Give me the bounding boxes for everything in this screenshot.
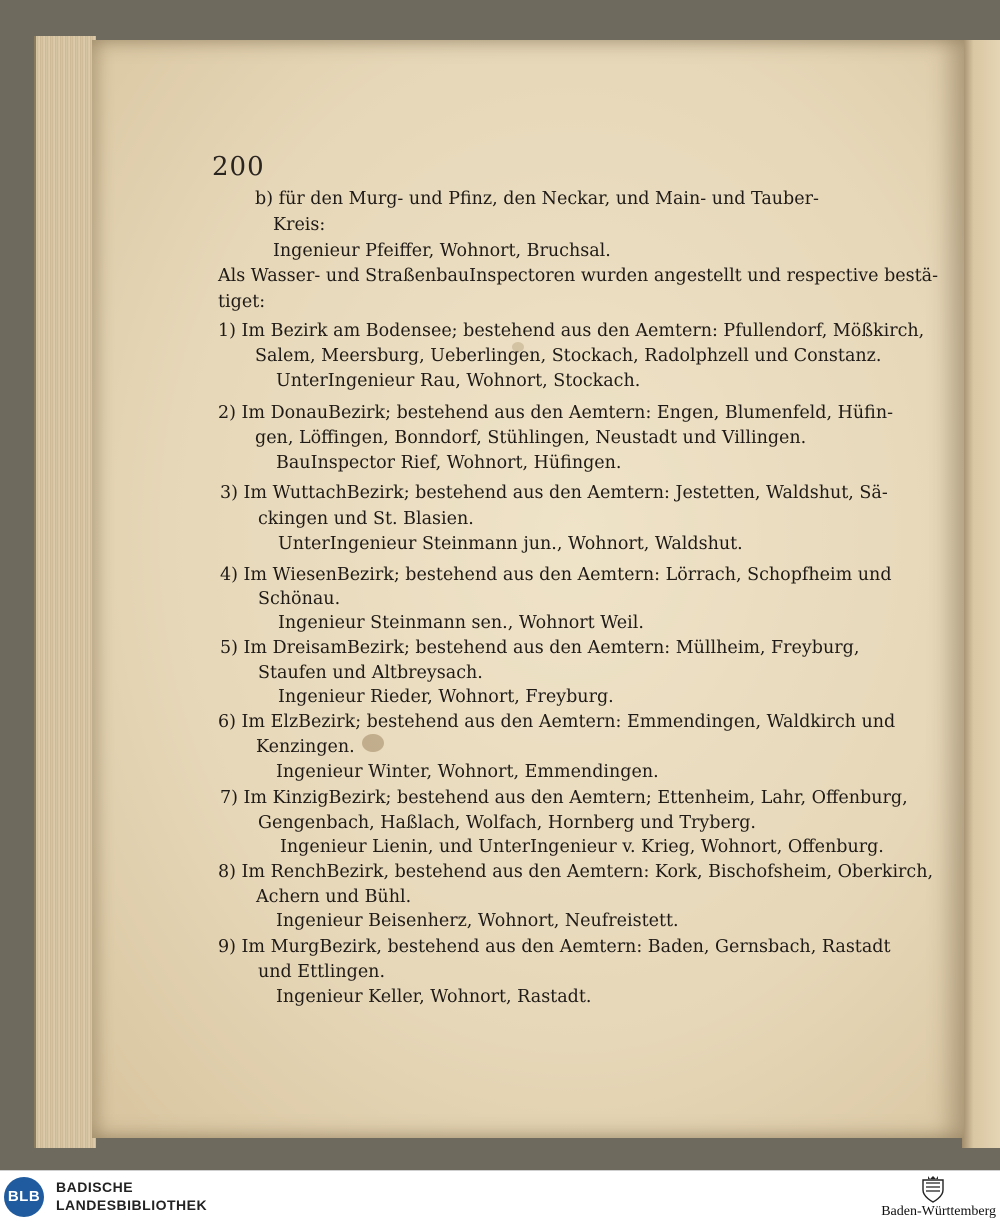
text-line: tiget: [218,292,266,312]
text-line: Gengenbach, Haßlach, Wolfach, Hornberg und Tryberg. [258,813,756,833]
text-line: Ingenieur Winter, Wohnort, Emmendingen. [276,762,659,782]
text-line: UnterIngenieur Steinmann jun., Wohnort, Waldshut. [278,534,743,554]
text-line: Kenzingen. [256,737,355,757]
text-line: Achern und Bühl. [256,887,412,907]
text-line: 3) Im WuttachBezirk; bestehend aus den Aemtern: Jestetten, Waldshut, Sä- [220,483,888,503]
text-line: 9) Im MurgBezirk, bestehend aus den Aemtern: Baden, Gernsbach, Rastadt [218,937,891,957]
text-line: 8) Im RenchBezirk, bestehend aus den Aemtern: Kork, Bischofsheim, Oberkirch, [218,862,934,882]
text-line: UnterIngenieur Rau, Wohnort, Stockach. [276,371,641,391]
library-name-line2[interactable]: LANDESBIBLIOTHEK [56,1197,208,1213]
text-line: gen, Löffingen, Bonndorf, Stühlingen, Neustadt und Villingen. [255,428,807,448]
text-line: Schönau. [258,589,341,609]
text-line: Ingenieur Beisenherz, Wohnort, Neufreistett. [276,911,679,931]
text-line: 5) Im DreisamBezirk; bestehend aus den Aemtern: Müllheim, Freyburg, [220,638,860,658]
text-line: Staufen und Altbreysach. [258,663,483,683]
library-name-line1[interactable]: BADISCHE [56,1179,134,1195]
text-line: und Ettlingen. [258,962,386,982]
text-line: Ingenieur Pfeiffer, Wohnort, Bruchsal. [273,241,611,261]
text-line: Ingenieur Steinmann sen., Wohnort Weil. [278,613,644,633]
state-name: Baden-Württemberg [881,1204,996,1219]
text-line: Salem, Meersburg, Ueberlingen, Stockach, Radolphzell und Constanz. [255,346,882,366]
footer-bar [0,1170,1000,1222]
text-line: 7) Im KinzigBezirk; bestehend aus den Aemtern; Ettenheim, Lahr, Offenburg, [220,788,908,808]
text-line: Ingenieur Keller, Wohnort, Rastadt. [276,987,592,1007]
text-line: Ingenieur Rieder, Wohnort, Freyburg. [278,687,614,707]
page-number: 200 [212,152,265,182]
text-line: 4) Im WiesenBezirk; bestehend aus den Aemtern: Lörrach, Schopfheim und [220,565,892,585]
blb-logo-icon[interactable]: BLB [4,1177,44,1217]
text-line: 2) Im DonauBezirk; bestehend aus den Aemtern: Engen, Blumenfeld, Hüfin- [218,403,893,423]
text-line: 6) Im ElzBezirk; bestehend aus den Aemtern: Emmendingen, Waldkirch und [218,712,896,732]
text-line: Kreis: [273,215,326,235]
text-line: Ingenieur Lienin, und UnterIngenieur v. Krieg, Wohnort, Offenburg. [280,837,884,857]
text-line: BauInspector Rief, Wohnort, Hüfingen. [276,453,622,473]
text-line: 1) Im Bezirk am Bodensee; bestehend aus den Aemtern: Pfullendorf, Mößkirch, [218,321,925,341]
text-line: ckingen und St. Blasien. [258,509,474,529]
text-line: b) für den Murg- und Pfinz, den Neckar, und Main- und Tauber- [255,189,819,209]
text-line: Als Wasser- und StraßenbauInspectoren wurden angestellt und respective bestä- [218,266,938,286]
baden-wuerttemberg-crest-icon[interactable] [920,1174,946,1204]
